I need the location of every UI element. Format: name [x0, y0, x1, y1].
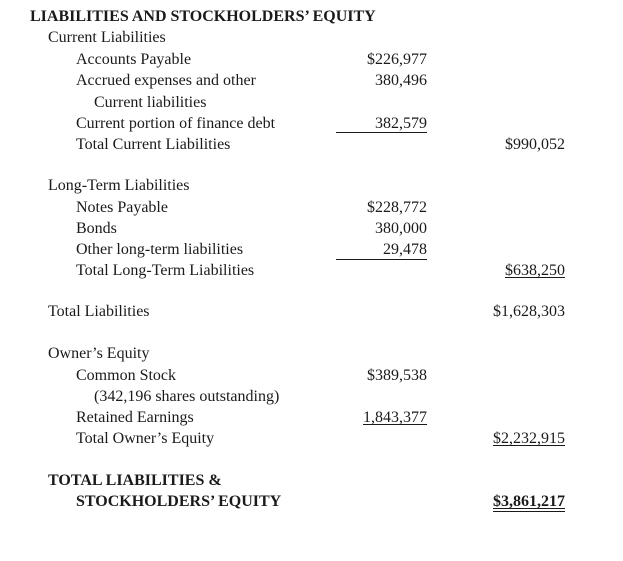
notes-payable-label: Notes Payable	[76, 199, 168, 216]
total-long-term-label: Total Long-Term Liabilities	[76, 262, 255, 279]
finance-debt-label: Current portion of finance debt	[76, 115, 276, 132]
total-liabilities-label: Total Liabilities	[48, 303, 150, 320]
accounts-payable-value: $226,977	[367, 51, 427, 68]
total-owners-equity-label: Total Owner’s Equity	[76, 430, 215, 447]
grand-total-value: $3,861,217	[493, 493, 565, 510]
total-long-term-value: $638,250	[505, 262, 565, 279]
notes-payable-value: $228,772	[367, 199, 427, 216]
accrued-expenses-label: Accrued expenses and other	[76, 72, 256, 89]
common-stock-label: Common Stock	[76, 367, 177, 384]
bonds-label: Bonds	[76, 220, 117, 237]
other-long-term-value: 29,478	[383, 241, 427, 258]
total-owners-equity-value: $2,232,915	[493, 430, 565, 447]
shares-outstanding-note: (342,196 shares outstanding)	[94, 388, 280, 405]
common-stock-value: $389,538	[367, 367, 427, 384]
retained-earnings-label: Retained Earnings	[76, 409, 194, 426]
total-liabilities-value: $1,628,303	[493, 303, 565, 320]
grand-total-label-cont: STOCKHOLDERS’ EQUITY	[76, 493, 282, 510]
section-title: LIABILITIES AND STOCKHOLDERS’ EQUITY	[30, 8, 376, 25]
subtotal-rule	[336, 259, 427, 260]
grand-total-label: TOTAL LIABILITIES &	[48, 472, 222, 489]
finance-debt-value: 382,579	[375, 115, 427, 132]
accrued-expenses-label-cont: Current liabilities	[94, 94, 207, 111]
long-term-liabilities-heading: Long-Term Liabilities	[48, 177, 190, 194]
owners-equity-heading: Owner’s Equity	[48, 345, 150, 362]
accrued-expenses-value: 380,496	[375, 72, 427, 89]
total-current-liabilities-label: Total Current Liabilities	[76, 136, 231, 153]
other-long-term-label: Other long-term liabilities	[76, 241, 244, 258]
total-current-liabilities-value: $990,052	[505, 136, 565, 153]
subtotal-rule	[336, 132, 427, 133]
retained-earnings-value: 1,843,377	[363, 409, 427, 426]
bonds-value: 380,000	[375, 220, 427, 237]
accounts-payable-label: Accounts Payable	[76, 51, 192, 68]
current-liabilities-heading: Current Liabilities	[48, 29, 166, 46]
